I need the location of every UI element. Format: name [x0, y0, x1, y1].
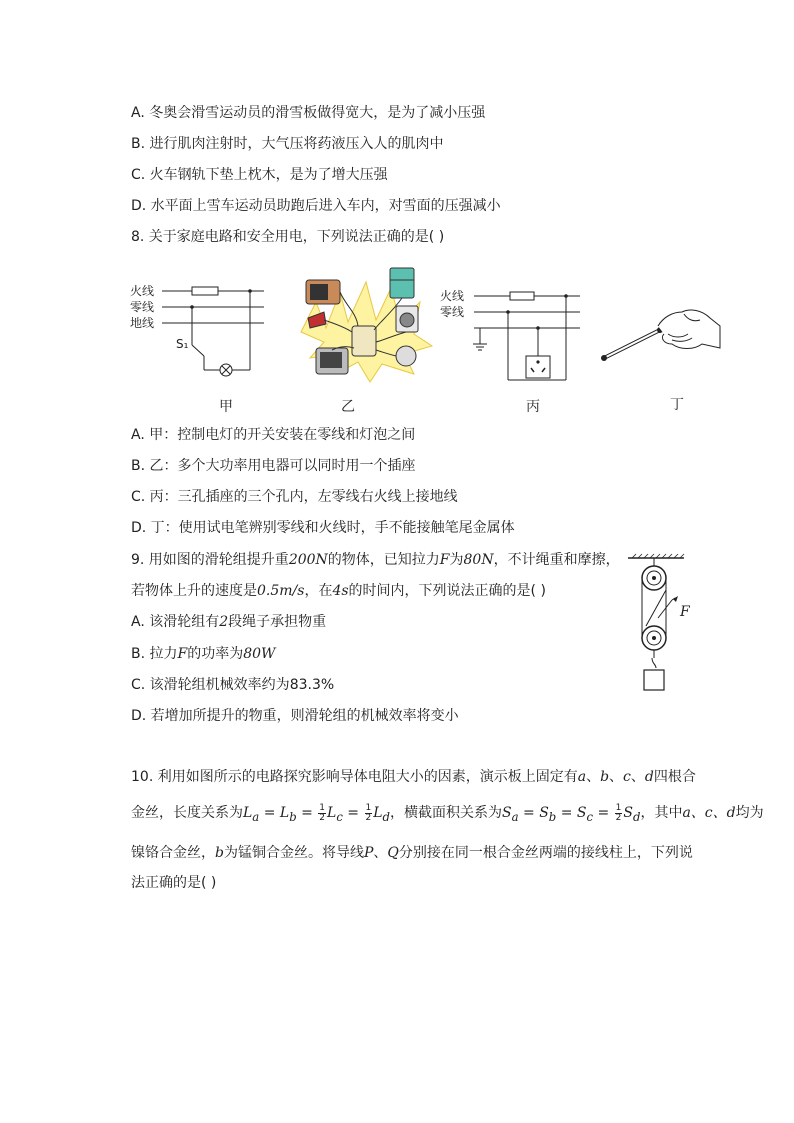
q7-option-d: D. 水平面上雪车运动员助跑后进入车内，对雪面的压强减小 — [131, 198, 501, 214]
q10-stem-line-1: 10. 利用如图所示的电路探究影响导体电阻大小的因素，演示板上固定有a、b、c、d四根合 — [131, 769, 696, 785]
q9-force: 80N — [463, 552, 494, 568]
q9-figure-pulley-system — [622, 554, 704, 702]
q9-option-d: D. 若增加所提升的物重，则滑轮组的机械效率将变小 — [131, 708, 459, 724]
jia-fire-label: 火线 — [130, 284, 155, 298]
q8-caption-bing: 丙 — [526, 399, 540, 415]
q9-stem-line-1: 9. 用如图的滑轮组提升重200N的物体，已知拉力F为80N，不计绳重和摩擦， — [131, 552, 620, 568]
q8-caption-ding: 丁 — [670, 397, 684, 413]
q7-option-c: C. 火车钢轨下垫上枕木，是为了增大压强 — [131, 167, 388, 183]
q8-caption-jia: 甲 — [219, 399, 233, 415]
q8-option-c: C. 丙：三孔插座的三个孔内，左零线右火线上接地线 — [131, 489, 458, 505]
q9-weight: 200N — [288, 552, 328, 568]
q9-option-c: C. 该滑轮组机械效率约为83.3% — [131, 677, 335, 693]
q8-caption-yi: 乙 — [341, 399, 355, 415]
q9-time: 4s — [332, 583, 349, 599]
jia-switch-label: S₁ — [176, 337, 189, 351]
q8-figure-bing-socket-circuit — [440, 286, 590, 386]
jia-zero-label: 零线 — [130, 300, 155, 314]
q10-stem-line-4: 法正确的是( ) — [131, 875, 217, 891]
q8-figure-jia-circuit — [128, 282, 278, 382]
q7-option-b: B. 进行肌肉注射时，大气压将药液压入人的肌肉中 — [131, 136, 444, 152]
q9-option-b: B. 拉力F的功率为80W — [131, 646, 276, 662]
q7-option-a: A. 冬奥会滑雪运动员的滑雪板做得宽大，是为了减小压强 — [131, 105, 486, 121]
q10-stem-line-2: 金丝，长度关系为$L_a = L_b$ = $\frac{1}{2}$ $L_c$ = $\frac{1}{2}$ $L_d$，横截面积关系为$S_a = S_b = S_c$ = $\frac{1}{2}$ $S_d$，其中a、c、d均为 — [131, 802, 764, 824]
q8-figure-yi-overloaded-socket — [296, 262, 436, 384]
bing-fire-label: 火线 — [440, 289, 465, 303]
q9-stem-line-2: 若物体上升的速度是0.5m/s，在4s的时间内，下列说法正确的是( ) — [131, 583, 546, 599]
q8-option-b: B. 乙：多个大功率用电器可以同时用一个插座 — [131, 458, 416, 474]
q8-figure-ding-test-pen — [598, 304, 722, 368]
q9-speed: 0.5m/s — [257, 583, 305, 599]
q9-option-a: A. 该滑轮组有2段绳子承担物重 — [131, 614, 327, 630]
q10-stem-line-3: 镍铬合金丝，b为锰铜合金丝。将导线P、Q分别接在同一根合金丝两端的接线柱上，下列说 — [131, 845, 693, 861]
q8-option-d: D. 丁：使用试电笔辨别零线和火线时，手不能接触笔尾金属体 — [131, 520, 515, 536]
pulley-F-label: F — [680, 604, 690, 620]
jia-ground-label: 地线 — [130, 316, 155, 330]
bing-zero-label: 零线 — [440, 305, 465, 319]
q8-option-a: A. 甲：控制电灯的开关安装在零线和灯泡之间 — [131, 427, 416, 443]
q8-stem: 8. 关于家庭电路和安全用电，下列说法正确的是( ) — [131, 229, 445, 245]
